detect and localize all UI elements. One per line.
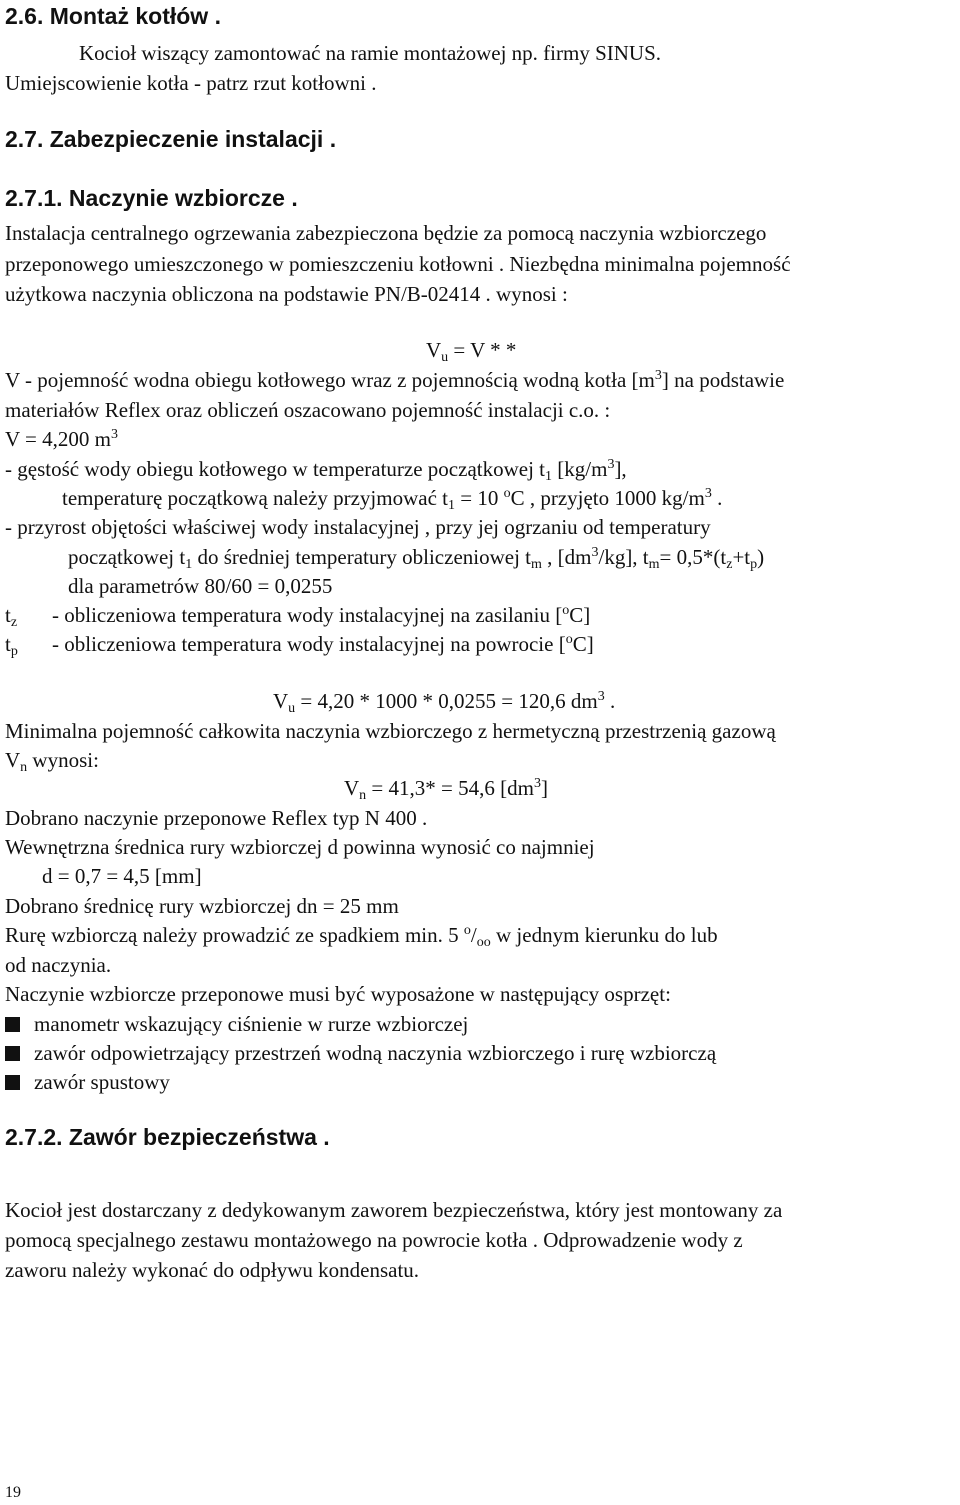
density-line-1: - gęstość wody obiegu kotłowego w temperaturze początkowej $t_1$ $[kg/m^3]$, — [5, 457, 627, 484]
square-bullet-icon — [5, 1046, 20, 1061]
intro-line-3: użytkowa naczynia obliczona na podstawie PN/B-02414 . wynosi : — [5, 282, 568, 306]
minimum-capacity-line-2: $V_n$ wynosi: — [5, 748, 99, 775]
slope-line-1: Rurę wzbiorczą należy prowadzić ze spadkiem min. 5 $^o/_{oo}$ w jednym kierunku do lub — [5, 923, 718, 950]
v-definition-line-1: V - pojemność wodna obiegu kotłowego wraz z pojemnością wodną kotła $[m^3]$ na podstawie — [5, 368, 785, 392]
montaz-line-1: Kocioł wiszący zamontować na ramie montażowej np. firmy SINUS. — [79, 41, 662, 65]
intro-line-1: Instalacja centralnego ogrzewania zabezpieczona będzie za pomocą naczynia wzbiorczego — [5, 221, 767, 245]
v-value: V = 4,200 $m^3$ — [5, 427, 118, 451]
page-number: 19 — [5, 1484, 21, 1501]
heading-2-7-2: 2.7.2. Zawór bezpieczeństwa . — [5, 1124, 330, 1150]
square-bullet-icon — [5, 1075, 20, 1090]
pipe-diameter-line-2: d = 0,7 = 4,5 [mm] — [42, 864, 202, 888]
valve-line-2: pomocą specjalnego zestawu montażowego na powrocie kotła . Odprowadzenie wody z — [5, 1228, 743, 1252]
list-item: zawór odpowietrzający przestrzeń wodną naczynia wzbiorczego i rurę wzbiorczą — [5, 1040, 716, 1066]
heading-2-7-1: 2.7.1. Naczynie wzbiorcze . — [5, 185, 298, 211]
vu-calculation: $V_u = 4,20 * 1000 * 0,0255 = 120,6$ $dm^3$ . — [273, 689, 616, 716]
volume-increase-line-3: dla parametrów 80/60 = 0,0255 — [68, 574, 333, 598]
tp-symbol: $t_p$ — [5, 632, 18, 659]
intro-line-2: przeponowego umieszczonego w pomieszczeniu kotłowni . Niezbędna minimalna pojemność — [5, 252, 791, 276]
heading-2-6: 2.6. Montaż kotłów . — [5, 3, 221, 29]
tz-symbol: $t_z$ — [5, 603, 18, 630]
volume-increase-line-1: - przyrost objętości właściwej wody instalacyjnej , przy jej ogrzaniu od temperatury — [5, 515, 711, 539]
vn-calculation: $V_n = 41,3* = 54,6$ $[dm^3]$ — [344, 776, 548, 803]
pipe-diameter-line-1: Wewnętrzna średnica rury wzbiorczej d powinna wynosić co najmniej — [5, 835, 595, 859]
selected-vessel: Dobrano naczynie przeponowe Reflex typ N 400 . — [5, 806, 428, 830]
tz-definition: - obliczeniowa temperatura wody instalacyjnej na zasilaniu [$^o$C] — [52, 603, 591, 627]
montaz-line-2: Umiejscowienie kotła - patrz rzut kotłowni . — [5, 71, 377, 95]
volume-increase-line-2: początkowej $t_1$ do średniej temperatury obliczeniowej $t_m$ , $[dm^3/kg]$, $t_m= 0,5*(t_z+t_p)$ — [68, 545, 765, 572]
tp-definition: - obliczeniowa temperatura wody instalacyjnej na powrocie [$^o$C] — [52, 632, 594, 656]
minimum-capacity-line-1: Minimalna pojemność całkowita naczynia wzbiorczego z hermetyczną przestrzenią gazową — [5, 719, 776, 743]
valve-line-1: Kocioł jest dostarczany z dedykowanym zaworem bezpieczeństwa, który jest montowany za — [5, 1198, 783, 1222]
list-item: manometr wskazujący ciśnienie w rurze wzbiorczej — [5, 1011, 468, 1037]
heading-2-7: 2.7. Zabezpieczenie instalacji . — [5, 126, 337, 152]
density-line-2: temperaturę początkową należy przyjmować $t_1 = 10$ $^o$C , przyjęto 1000 $kg/m^3$ . — [62, 486, 723, 513]
formula-vu: $V_u = V$ * * — [426, 338, 517, 365]
slope-line-2: od naczynia. — [5, 953, 112, 977]
list-item: zawór spustowy — [5, 1069, 170, 1095]
valve-line-3: zaworu należy wykonać do odpływu kondensatu. — [5, 1258, 420, 1282]
selected-pipe-diameter: Dobrano średnicę rury wzbiorczej dn = 25 mm — [5, 894, 399, 918]
square-bullet-icon — [5, 1017, 20, 1032]
v-definition-line-2: materiałów Reflex oraz obliczeń oszacowano pojemność instalacji c.o. : — [5, 398, 611, 422]
equipment-intro: Naczynie wzbiorcze przeponowe musi być wyposażone w następujący osprzęt: — [5, 982, 671, 1006]
